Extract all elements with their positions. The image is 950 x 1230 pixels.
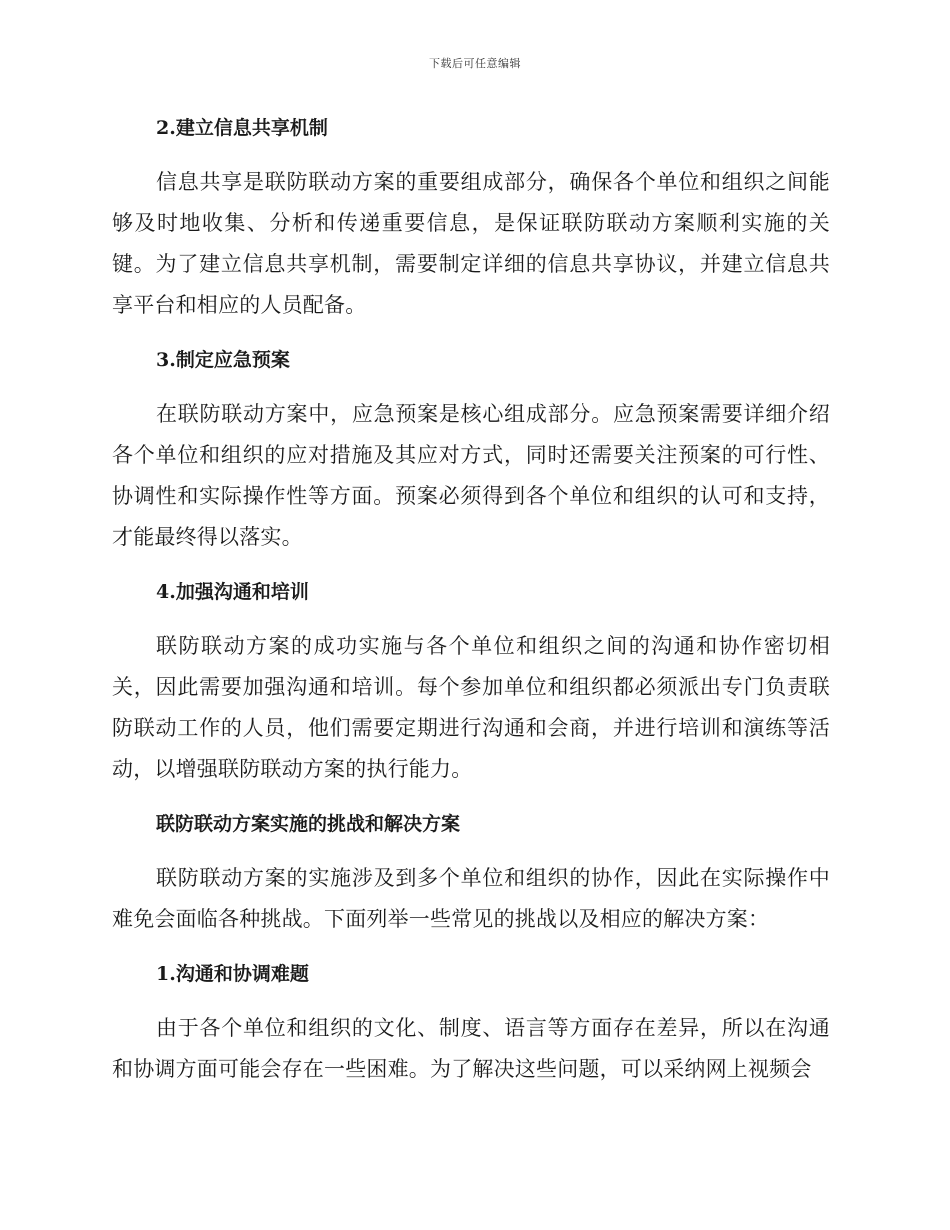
section-heading-info-sharing: 2.建立信息共享机制 [156, 117, 328, 139]
page-header: 下载后可任意编辑 [429, 57, 521, 70]
section-paragraph-emergency-plan: 在联防联动方案中，应急预案是核心组成部分。应急预案需要详细介绍各个单位和组织的应对措施及其应对方式，同时还需要关注预案的可行性、协调性和实际操作性等方面。预案必须得到各个单位和组织的认可和支持，才能最终得以落实。 [112, 402, 830, 549]
section-paragraph-coordination-issues: 由于各个单位和组织的文化、制度、语言等方面存在差异，所以在沟通和协调方面可能会存在一些困难。为了解决这些问题，可以采纳网上视频会 [112, 1016, 830, 1081]
section-heading-communication-training: 4.加强沟通和培训 [156, 581, 309, 603]
section-heading-emergency-plan: 3.制定应急预案 [156, 349, 290, 371]
section-heading-coordination-issues: 1.沟通和协调难题 [156, 963, 309, 985]
section-paragraph-communication-training: 联防联动方案的成功实施与各个单位和组织之间的沟通和协作密切相关，因此需要加强沟通和培训。每个参加单位和组织都必须派出专门负责联防联动工作的人员，他们需要定期进行沟通和会商，并进行培训和演练等活动，以增强联防联动方案的执行能力。 [112, 634, 830, 781]
section-heading-challenges: 联防联动方案实施的挑战和解决方案 [156, 813, 461, 835]
document-body [112, 108, 830, 1104]
section-paragraph-info-sharing: 信息共享是联防联动方案的重要组成部分，确保各个单位和组织之间能够及时地收集、分析和传递重要信息，是保证联防联动方案顺利实施的关键。为了建立信息共享机制，需要制定详细的信息共享协议，并建立信息共享平台和相应的人员配备。 [112, 170, 830, 317]
section-paragraph-challenges: 联防联动方案的实施涉及到多个单位和组织的协作，因此在实际操作中难免会面临各种挑战。下面列举一些常见的挑战以及相应的解决方案： [112, 866, 830, 931]
